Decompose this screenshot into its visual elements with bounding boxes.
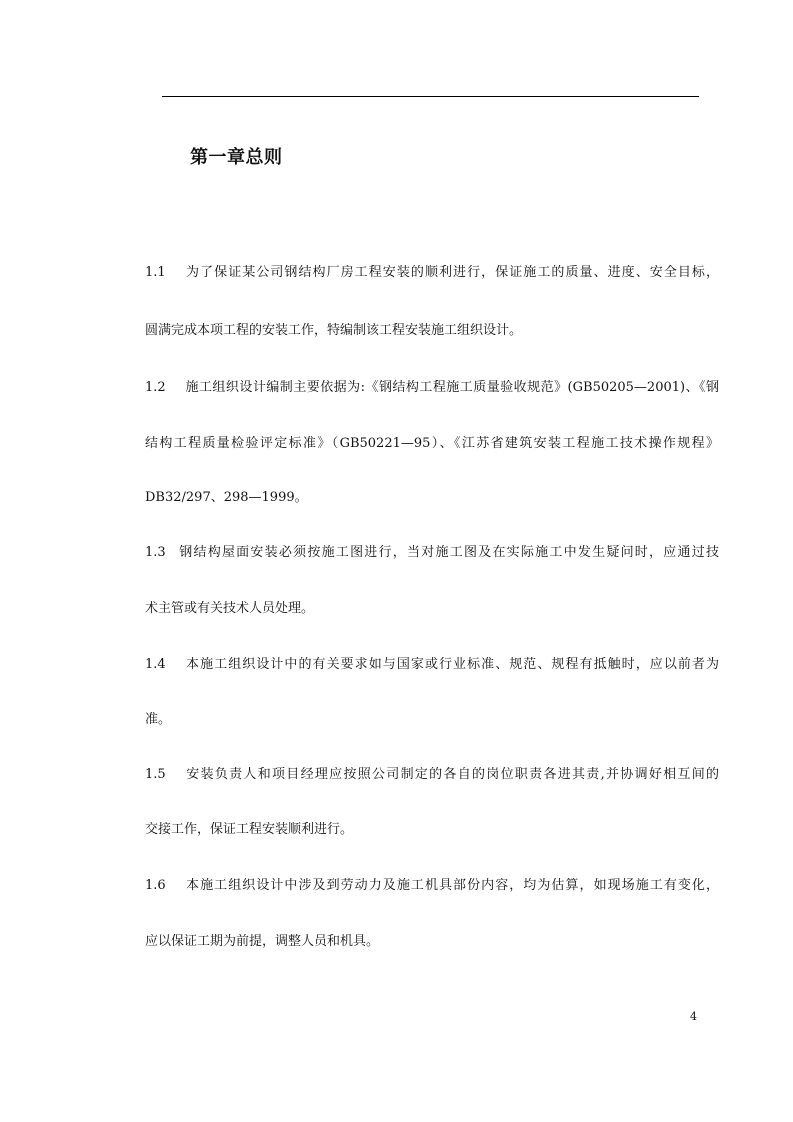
section-text: 本施工组织设计中涉及到劳动力及施工机具部份内容，均为估算，如现场施工有变化， (185, 878, 719, 893)
section-1-5-line-2: 交接工作，保证工程安装顺利进行。 (145, 822, 354, 837)
section-1-1-line-2: 圆满完成本项工程的安装工作，特编制该工程安装施工组织设计。 (145, 323, 523, 338)
section-1-3-line-2: 术主管或有关技术人员处理。 (145, 601, 315, 616)
section-text: 本施工组织设计中的有关要求如与国家或行业标准、规范、规程有抵触时，应以前者为 (185, 657, 719, 672)
section-number: 1.4 (145, 657, 166, 672)
section-1-4-line-2: 准。 (145, 712, 172, 727)
section-1-5-line-1 (145, 767, 719, 783)
section-text: 安装负责人和项目经理应按照公司制定的各自的岗位职责各进其责,并协调好相互间的 (185, 767, 719, 782)
section-text: 为了保证某公司钢结构厂房工程安装的顺利进行，保证施工的质量、进度、安全目标， (185, 265, 719, 280)
section-text: 钢结构屋面安装必须按施工图进行，当对施工图及在实际施工中发生疑问时，应通过技 (178, 545, 719, 560)
section-number: 1.5 (145, 767, 166, 782)
section-number: 1.6 (145, 878, 166, 893)
section-1-3-line-1 (145, 545, 719, 561)
section-1-2-line-1 (145, 380, 719, 396)
header-rule (162, 96, 699, 97)
section-1-4-line-1 (145, 657, 719, 673)
section-number: 1.3 (145, 545, 166, 560)
section-number: 1.2 (145, 380, 166, 395)
page-number: 4 (690, 1010, 697, 1023)
section-number: 1.1 (145, 265, 166, 280)
section-1-6-line-2: 应以保证工期为前提，调整人员和机具。 (145, 934, 380, 949)
section-1-1-line-1 (145, 265, 719, 281)
section-1-2-line-3: DB32/297、298—1999。 (145, 490, 308, 505)
chapter-title: 第一章总则 (190, 147, 283, 168)
section-text: 施工组织设计编制主要依据为:《钢结构工程施工质量验收规范》(GB50205—2001)、《钢 (185, 380, 719, 395)
section-1-6-line-1 (145, 878, 719, 894)
section-1-2-line-2: 结构工程质量检验评定标准》（GB50221—95）、《江苏省建筑安装工程施工技术操作规程》 (145, 436, 719, 451)
